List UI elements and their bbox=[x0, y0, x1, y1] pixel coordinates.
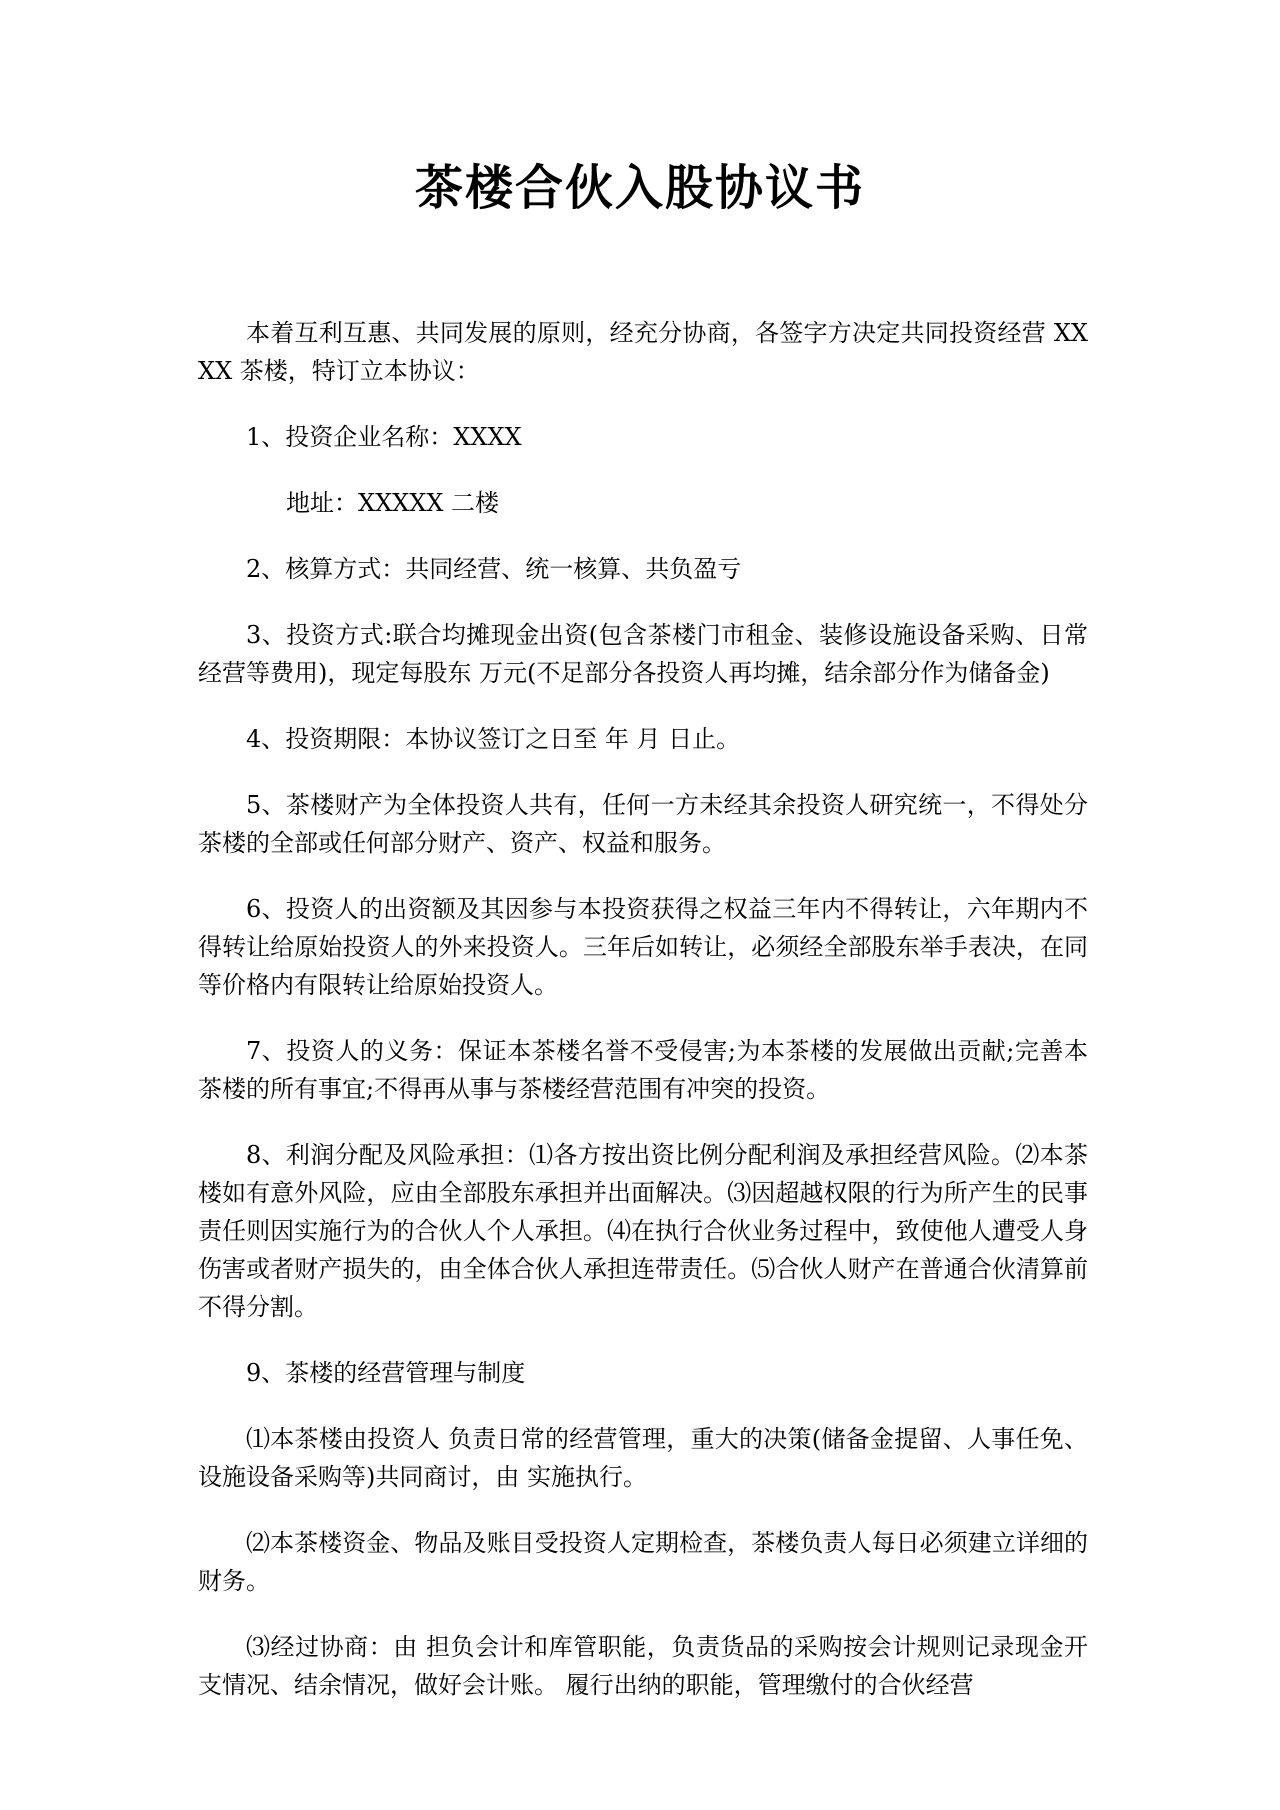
clause-5-property: 5、茶楼财产为全体投资人共有，任何一方未经其余投资人研究统一，不得处分茶楼的全部或任何部分财产、资产、权益和服务。 bbox=[198, 791, 1088, 857]
clause-1-address: 地址：XXXXX 二楼 bbox=[286, 489, 500, 517]
clause-9-management-heading: 9、茶楼的经营管理与制度 bbox=[246, 1359, 526, 1387]
clause-7-obligations: 7、投资人的义务：保证本茶楼名誉不受侵害;为本茶楼的发展做出贡献;完善本茶楼的所有事宜;不得再从事与茶楼经营范围有冲突的投资。 bbox=[198, 1037, 1088, 1103]
clause-8-profit-risk: 8、利润分配及风险承担：⑴各方按出资比例分配利润及承担经营风险。⑵本茶楼如有意外风险，应由全部股东承担并出面解决。⑶因超越权限的行为所产生的民事责任则因实施行为的合伙人个人承担。⑷在执行合伙业务过程中，致使他人遭受人身伤害或者财产损失的，由全体合伙人承担连带责任。⑸合伙人财产在普通合伙清算前不得分割。 bbox=[198, 1141, 1088, 1321]
clause-9-item-3: ⑶经过协商：由 担负会计和库管职能，负责货品的采购按会计规则记录现金开支情况、结余情况，做好会计账。 履行出纳的职能，管理缴付的合伙经营 bbox=[198, 1633, 1088, 1699]
clause-6-transfer: 6、投资人的出资额及其因参与本投资获得之权益三年内不得转让，六年期内不得转让给原始投资人的外来投资人。三年后如转让，必须经全部股东举手表决，在同等价格内有限转让给原始投资人。 bbox=[198, 895, 1088, 999]
clause-9-item-1: ⑴本茶楼由投资人 负责日常的经营管理，重大的决策(储备金提留、人事任免、设施设备采购等)共同商讨，由 实施执行。 bbox=[198, 1425, 1088, 1491]
clause-4-investment-term: 4、投资期限：本协议签订之日至 年 月 日止。 bbox=[246, 725, 741, 753]
document-title: 茶楼合伙入股协议书 bbox=[414, 160, 865, 216]
clause-9-item-2: ⑵本茶楼资金、物品及账目受投资人定期检查，茶楼负责人每日必须建立详细的财务。 bbox=[198, 1529, 1088, 1595]
clause-1-company-name: 1、投资企业名称：XXXX bbox=[246, 423, 522, 451]
preamble-paragraph: 本着互利互惠、共同发展的原则，经充分协商，各签字方决定共同投资经营 XXXX 茶楼，特订立本协议： bbox=[198, 319, 1088, 385]
clause-3-investment-method: 3、投资方式:联合均摊现金出资(包含茶楼门市租金、装修设施设备采购、日常经营等费用)，现定每股东 万元(不足部分各投资人再均摊，结余部分作为储备金) bbox=[198, 621, 1088, 687]
document-body bbox=[198, 314, 1088, 1730]
clause-2-accounting: 2、核算方式：共同经营、统一核算、共负盈亏 bbox=[246, 555, 742, 583]
